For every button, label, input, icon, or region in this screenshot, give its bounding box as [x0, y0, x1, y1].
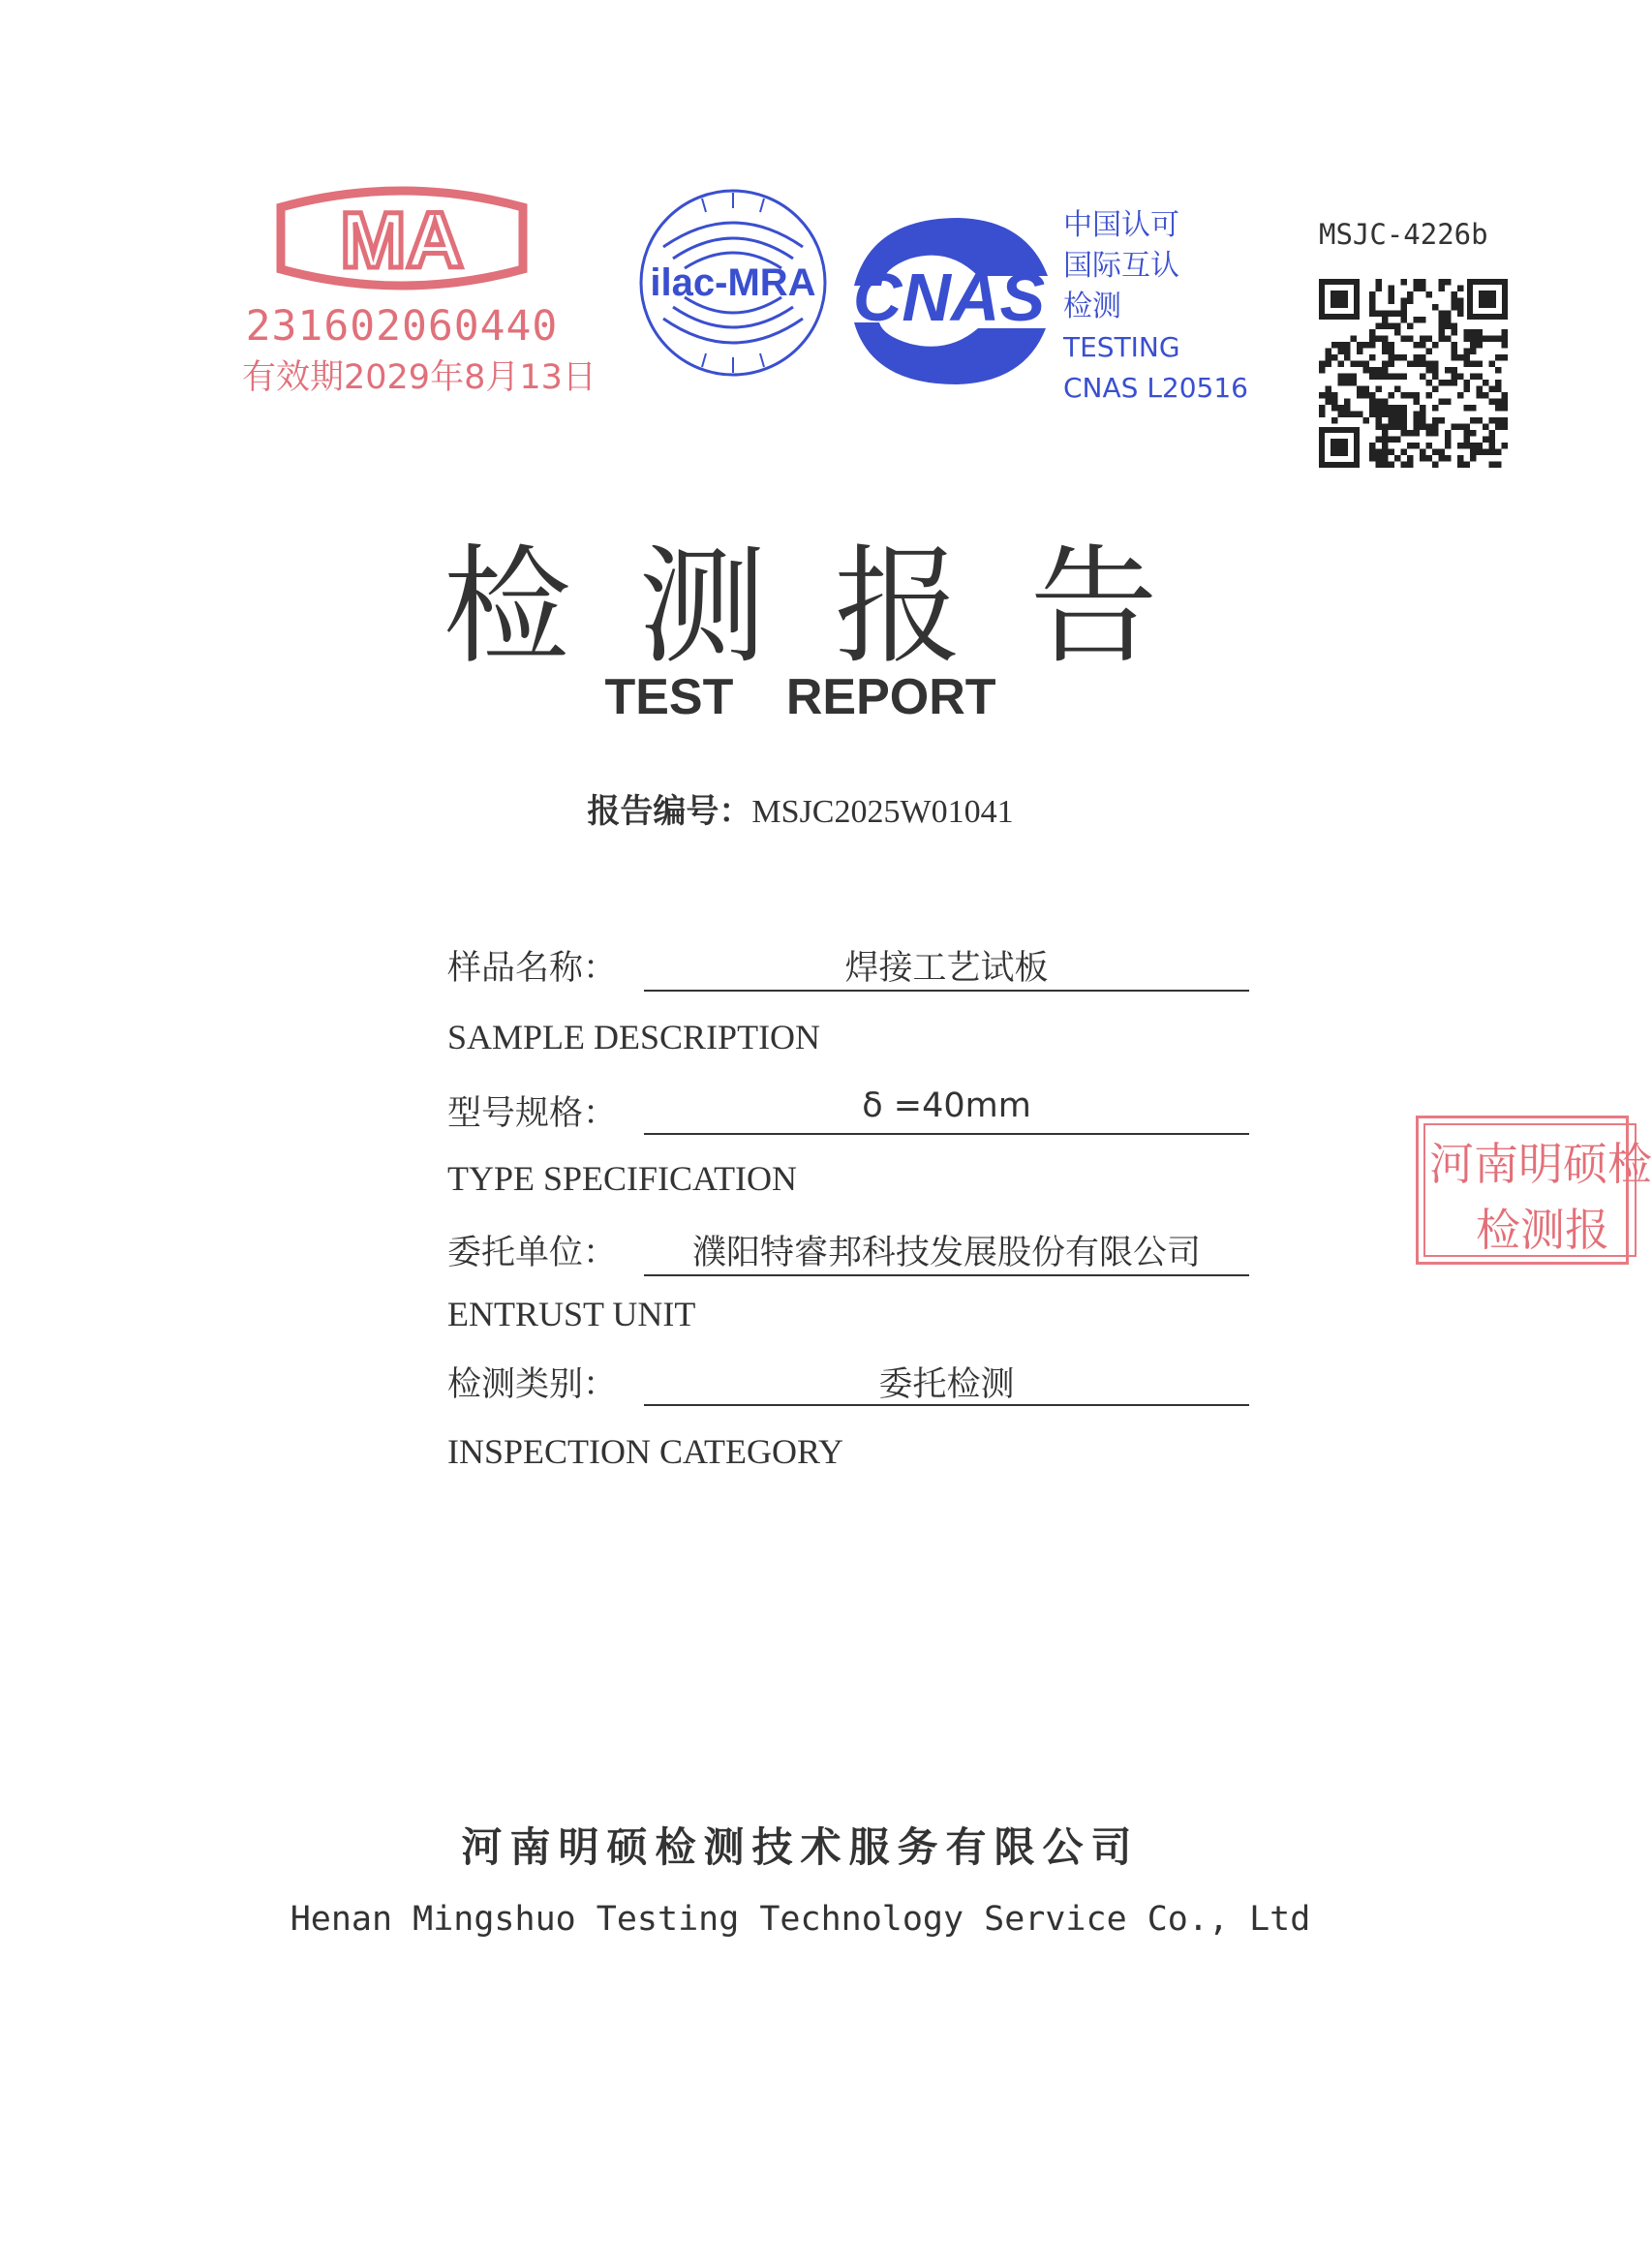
report-number-value: MSJC2025W01041: [751, 794, 1014, 830]
cnas-text-block: [1063, 205, 1248, 409]
cnas-logo-text: CNAS: [852, 260, 1046, 335]
field-underline: [644, 1274, 1249, 1276]
ilac-logo-text: ilac-MRA: [650, 261, 816, 304]
sample-name-label: 样品名称：: [447, 949, 618, 988]
inspection-category-value: 委托检测: [878, 1365, 1015, 1404]
type-specification-label: TYPE SPECIFICATION: [447, 1159, 798, 1198]
qr-code-icon[interactable]: [1319, 279, 1508, 468]
cnas-logo: [833, 208, 1065, 392]
ilac-logo-icon: [634, 179, 833, 387]
company-seal: [1416, 1116, 1652, 1270]
cma-logo-text: MA: [340, 197, 464, 285]
type-spec-value: δ =40mm: [862, 1086, 1031, 1125]
field-underline: [644, 990, 1249, 992]
sample-name-value: 焊接工艺试板: [844, 949, 1049, 988]
document-code: MSJC-4226b: [1319, 218, 1488, 251]
cnas-logo-icon: [833, 208, 1065, 392]
ilac-mra-logo: [634, 179, 833, 387]
sample-description-label: SAMPLE DESCRIPTION: [447, 1018, 821, 1056]
company-name-zh: 河南明硕检测技术服务有限公司: [461, 1823, 1140, 1871]
entrust-unit-value: 濮阳特睿邦科技发展股份有限公司: [691, 1234, 1201, 1272]
cnas-line: 检测: [1063, 290, 1121, 323]
cma-validity: 有效期2029年8月13日: [242, 358, 597, 397]
report-title-zh: 检测报告: [443, 533, 1226, 682]
cnas-line: 中国认可: [1063, 208, 1179, 242]
entrust-unit-label: 委托单位：: [447, 1234, 618, 1272]
report-number-label: 报告编号：: [587, 792, 752, 831]
cnas-line: 国际互认: [1063, 249, 1179, 283]
cma-logo-icon: [261, 180, 542, 296]
report-title-en: TEST REPORT: [604, 669, 996, 725]
company-name-en: Henan Mingshuo Testing Technology Service Co., Ltd: [290, 1900, 1311, 1939]
type-spec-label: 型号规格：: [447, 1094, 618, 1133]
field-underline: [644, 1404, 1249, 1406]
cma-stamp: [242, 174, 597, 416]
cnas-line: TESTING: [1063, 331, 1180, 363]
inspection-category-en-label: INSPECTION CATEGORY: [447, 1432, 844, 1471]
field-underline: [644, 1133, 1249, 1135]
cnas-line: CNAS L20516: [1063, 372, 1248, 404]
cma-number: 231602060440: [245, 302, 559, 351]
report-number: [0, 784, 1601, 832]
entrust-unit-en-label: ENTRUST UNIT: [447, 1295, 696, 1333]
seal-line-2: 检测报: [1476, 1204, 1609, 1256]
seal-line-1: 河南明硕检: [1429, 1138, 1652, 1190]
inspection-category-label: 检测类别：: [447, 1365, 618, 1404]
